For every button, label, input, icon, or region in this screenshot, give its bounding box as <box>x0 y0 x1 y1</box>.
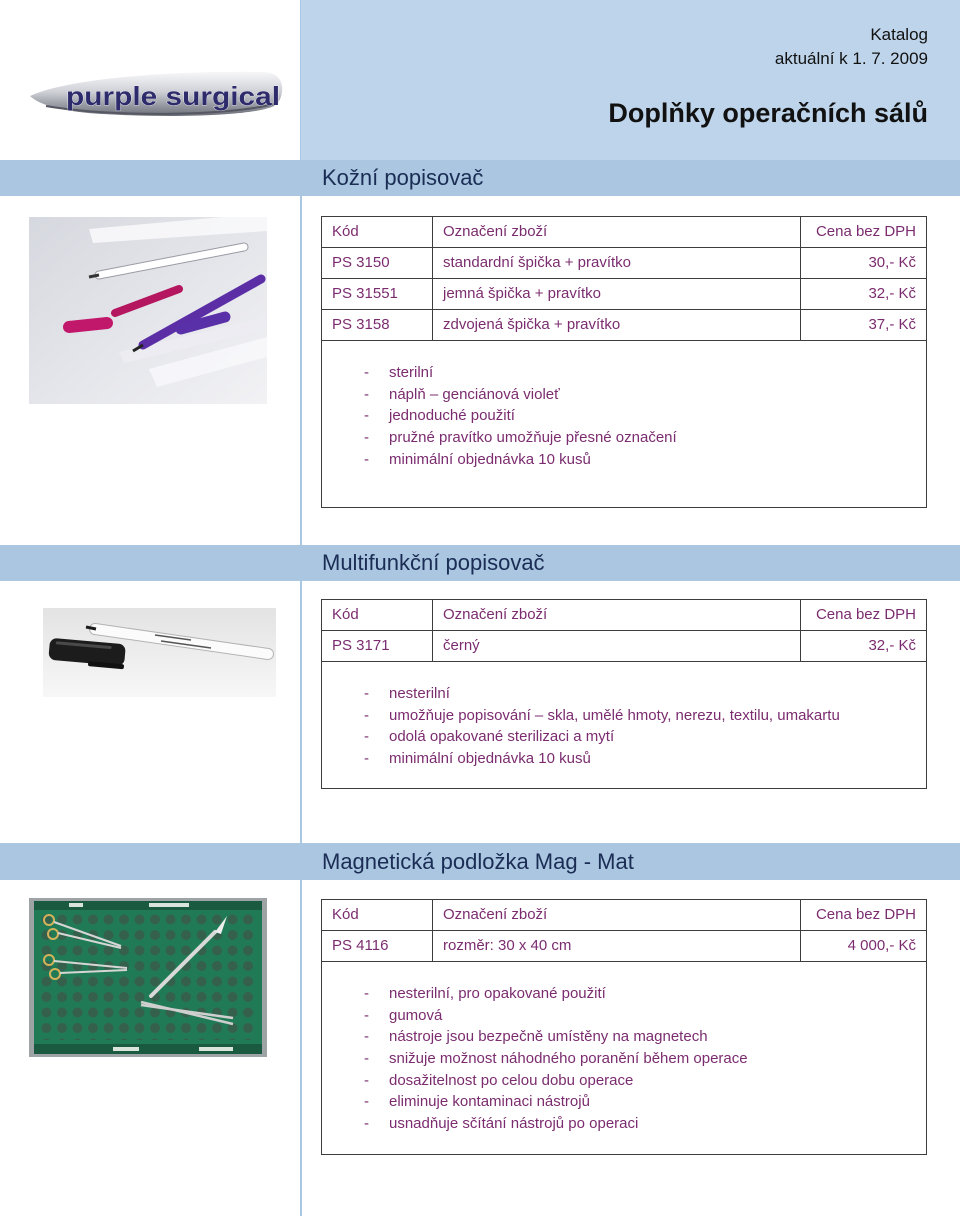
catalog-date: aktuální k 1. 7. 2009 <box>774 49 928 68</box>
table-row <box>322 310 926 341</box>
list-item <box>322 1070 926 1092</box>
list-item <box>322 1005 926 1027</box>
feature-text: náplň – genciánová violeť <box>389 385 560 403</box>
product-price: 32,- Kč <box>868 285 916 302</box>
list-item <box>322 726 926 748</box>
section-heading: Magnetická podložka Mag - Mat <box>322 849 634 874</box>
feature-list <box>322 662 926 770</box>
list-item <box>322 405 926 427</box>
product-photo-multi-marker <box>43 608 276 697</box>
column-header-name: Označení zboží <box>433 900 801 930</box>
product-code: PS 3150 <box>322 248 433 278</box>
feature-text: nesterilní <box>389 685 450 702</box>
product-name: zdvojená špička + pravítko <box>433 310 801 340</box>
list-item <box>322 1113 926 1135</box>
list-item <box>322 384 926 406</box>
column-header-price: Cena bez DPH <box>815 906 916 923</box>
bullet-dash: - <box>364 728 369 746</box>
section-band-multi-marker <box>0 545 960 581</box>
logo-wordmark: purple surgical <box>66 81 280 111</box>
product-table-magnetic-mat <box>321 899 927 1155</box>
list-item <box>322 1048 926 1070</box>
bullet-dash: - <box>364 750 369 768</box>
feature-list <box>322 962 926 1135</box>
section-band-magnetic-mat <box>0 843 960 880</box>
feature-text: dosažitelnost po celou dobu operace <box>389 1071 634 1089</box>
list-item <box>322 449 926 471</box>
feature-text: sterilní <box>389 364 434 381</box>
product-code: PS 3171 <box>322 631 433 661</box>
feature-text: minimální objednávka 10 kusů <box>389 450 591 468</box>
feature-text: snižuje možnost náhodného poranění během operace <box>389 1050 748 1068</box>
page-title: Doplňky operačních sálů <box>608 98 928 128</box>
bullet-dash: - <box>364 407 369 425</box>
list-item <box>322 1091 926 1113</box>
table-row <box>322 631 926 662</box>
product-photo-skin-marker <box>29 217 267 404</box>
table-row <box>322 931 926 962</box>
bullet-dash: - <box>364 450 369 468</box>
section-heading: Multifunkční popisovač <box>322 550 545 575</box>
column-header-price: Cena bez DPH <box>815 606 916 623</box>
bullet-dash: - <box>364 385 369 403</box>
product-photo-magnetic-mat <box>29 898 267 1057</box>
bullet-dash: - <box>364 429 369 447</box>
product-name: černý <box>433 631 801 661</box>
list-item <box>322 748 926 770</box>
product-price: 32,- Kč <box>868 637 916 654</box>
bullet-dash: - <box>364 685 369 702</box>
company-logo <box>28 68 284 120</box>
column-header-name: Označení zboží <box>433 217 801 247</box>
bullet-dash: - <box>364 1115 369 1133</box>
product-name: standardní špička + pravítko <box>433 248 801 278</box>
list-item <box>322 427 926 449</box>
feature-text: nástroje jsou bezpečně umístěny na magnetech <box>389 1028 708 1046</box>
product-table-multi-marker <box>321 599 927 789</box>
product-code: PS 31551 <box>322 279 433 309</box>
feature-text: usnadňuje sčítání nástrojů po operaci <box>389 1115 639 1133</box>
feature-text: odolá opakované sterilizaci a mytí <box>389 728 615 746</box>
feature-text: pružné pravítko umožňuje přesné označení <box>389 429 677 447</box>
column-header-name: Označení zboží <box>433 600 801 630</box>
column-header-code: Kód <box>322 600 433 630</box>
catalog-header <box>301 0 960 160</box>
list-item <box>322 705 926 727</box>
product-price: 37,- Kč <box>868 316 916 333</box>
feature-text: umožňuje popisování – skla, umělé hmoty, nerezu, textilu, umakartu <box>389 706 840 724</box>
list-item <box>322 683 926 705</box>
column-header-price: Cena bez DPH <box>815 223 916 240</box>
bullet-dash: - <box>364 706 369 724</box>
product-table-skin-marker <box>321 216 927 508</box>
table-header-row <box>322 217 926 248</box>
section-heading: Kožní popisovač <box>322 165 484 190</box>
product-price: 4 000,- Kč <box>847 937 916 954</box>
feature-text: jednoduché použití <box>389 407 515 425</box>
column-header-code: Kód <box>322 217 433 247</box>
column-header-code: Kód <box>322 900 433 930</box>
feature-text: minimální objednávka 10 kusů <box>389 750 591 768</box>
feature-text: gumová <box>389 1006 443 1024</box>
bullet-dash: - <box>364 1050 369 1068</box>
product-code: PS 3158 <box>322 310 433 340</box>
section-band-skin-marker <box>0 160 960 196</box>
bullet-dash: - <box>364 1028 369 1046</box>
bullet-dash: - <box>364 1071 369 1089</box>
feature-text: nesterilní, pro opakované použití <box>389 985 606 1002</box>
bullet-dash: - <box>364 364 369 381</box>
product-code: PS 4116 <box>322 931 433 961</box>
bullet-dash: - <box>364 1006 369 1024</box>
bullet-dash: - <box>364 1093 369 1111</box>
catalog-label: Katalog <box>870 25 928 44</box>
list-item <box>322 983 926 1005</box>
bullet-dash: - <box>364 985 369 1002</box>
product-price: 30,- Kč <box>868 254 916 271</box>
table-row <box>322 279 926 310</box>
table-header-row <box>322 600 926 631</box>
product-name: jemná špička + pravítko <box>433 279 801 309</box>
table-header-row <box>322 900 926 931</box>
feature-text: eliminuje kontaminaci nástrojů <box>389 1093 590 1111</box>
product-name: rozměr: 30 x 40 cm <box>433 931 801 961</box>
list-item <box>322 362 926 384</box>
list-item <box>322 1026 926 1048</box>
table-row <box>322 248 926 279</box>
feature-list <box>322 341 926 470</box>
